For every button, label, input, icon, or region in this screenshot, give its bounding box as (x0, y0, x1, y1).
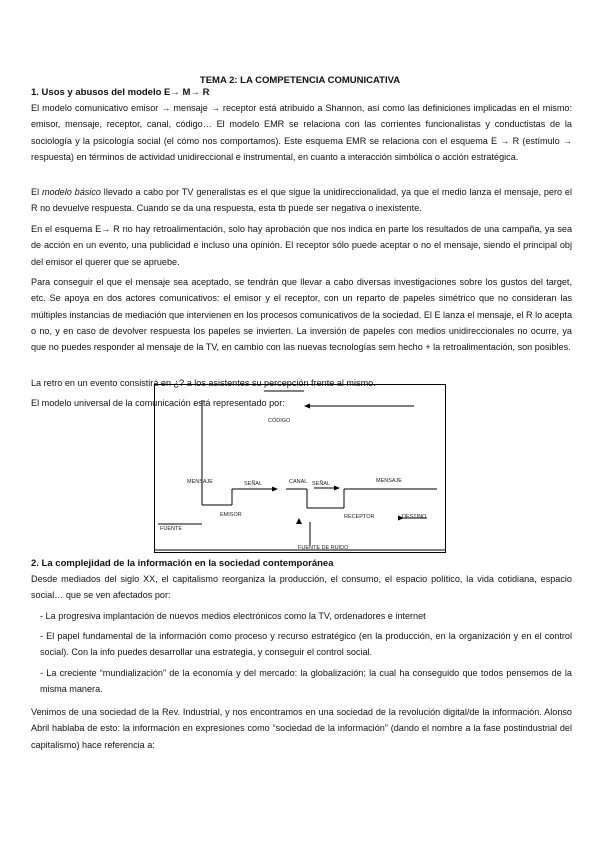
noise-arrow-head (296, 518, 302, 524)
label-message: MENSAJE (376, 478, 402, 484)
label-destination: DESTINO (402, 514, 427, 520)
paragraph-digital-revolution: Venimos de una sociedad de la Rev. Industrial, y nos encontramos en una sociedad de la revolución digital/de la información. Alonso Abril hablaba de esto: la información en expresiones como “sociedad de la información” (dando el nombre a la fase postindustrial del capitalismo) hace referencia a: (31, 707, 572, 750)
label-noise: FUENTE DE RUIDO (298, 545, 349, 551)
diagram-frame (155, 385, 446, 553)
label-receiver: RECEPTOR (344, 514, 375, 520)
paragraph-basic-model-rest: llevado a cabo por TV generalistas es el que sigue la unidireccionalidad, ya que el medio lanza el mensaje, pero el R no devuelve respuesta. Cuando se da una respuesta, esta tb puede ser negativa o inexistente. (31, 187, 572, 214)
basic-model-term: modelo básico (41, 187, 101, 197)
document-title: TEMA 2: LA COMPETENCIA COMUNICATIVA (199, 75, 401, 86)
bullet-electronic-media: - La progresiva implantación de nuevos medios electrónicos como la TV, ordenadores e internet (40, 611, 426, 621)
signal-arrow-head-1 (272, 487, 278, 492)
signal-arrow-head-2 (334, 486, 340, 491)
paragraph-shannon-model: El modelo comunicativo emisor → mensaje → receptor está atribuido a Shannon, así como las definiciones implicadas en el mismo: emisor, mensaje, receptor, canal, código… El modelo EMR se relaciona con las corrientes funcionalistas y conductistas de la sociología y la psicología social (el cómo nos comportamos). Este esquema EMR se relaciona con el esquema E → R (estímulo → respuesta) en términos de actividad unidireccional e instrumental, en cuanto a interacción simbólica o acción estratégica. (31, 103, 572, 162)
paragraph-message-acceptance: Para conseguir el que el mensaje sea aceptado, se tendrán que llevar a cabo diversas investigaciones sobre los gustos del target, etc. Se apoya en dos actores comunicativos: el emisor y el receptor, con un reparto de papeles simétrico que no consideran las múltiples instancias de mediación que intervienen en los procesos comunicativos de la sociedad. El E lanza el mensaje, el R lo acepta o no, y en caso de devolver respuesta los papeles se invierten. La inversión de papeles con medios unidireccionales no ocurre, ya que no puedes responder al mensaje de la TV, en cambio con las nuevas tecnologías sem hecho + la retroalimentación, son posibles. (31, 277, 572, 353)
section-1-heading: 1. Usos y abusos del modelo E→ M→ R (31, 87, 210, 98)
paragraph-er-scheme: En el esquema E→ R no hay retroalimentación, solo hay aprobación que nos indica en parte los resultados de una campaña, ya sea de acción en un evento, una publicidad e incluso una opinión. El receptor sólo puede aceptar o no el mensaje, siendo el principal obj del emisor el querer que se apruebe. (31, 224, 572, 267)
paragraph-basic-model-prefix: El (31, 187, 42, 197)
label-signal-1: SEÑAL (244, 481, 263, 487)
paragraph-capitalism: Desde mediados del siglo XX, el capitalismo reorganiza la producción, el consumo, el espacio político, la vida cotidiana, espacio social… que se ven afectados por: (31, 574, 572, 601)
diagram-svg (154, 384, 446, 553)
paragraph-basic-model (31, 184, 572, 217)
label-source-left: FUENTE (160, 526, 182, 532)
feedback-arrow-head (304, 404, 310, 409)
paragraph-event-feedback: La retro en un evento consistirá en ¿? a los asistentes su percepción frente al mismo. (31, 378, 376, 388)
label-emitter: EMISOR (220, 512, 242, 518)
communication-model-diagram (154, 384, 446, 553)
label-channel: CANAL (289, 479, 308, 485)
section-2-heading: 2. La complejidad de la información en la sociedad contemporánea (31, 558, 334, 569)
label-signal-2: SEÑAL (312, 481, 331, 487)
bullet-information-role: - El papel fundamental de la información como proceso y recurso estratégico (en la producción, en la organización y en el control social). Con la info puedes desarrollar una estrategia, y conseguir el control social. (40, 631, 572, 658)
label-feedback: CÓDIGO (268, 418, 291, 424)
label-source-top: MENSAJE (187, 479, 213, 485)
paragraph-universal-model-intro: El modelo universal de la comunicación está representado por: (31, 398, 285, 408)
bullet-globalization: - La creciente “mundialización” de la economía y del mercado: la globalización; la cual ha conseguido que todos pensemos de la misma manera. (40, 668, 572, 695)
